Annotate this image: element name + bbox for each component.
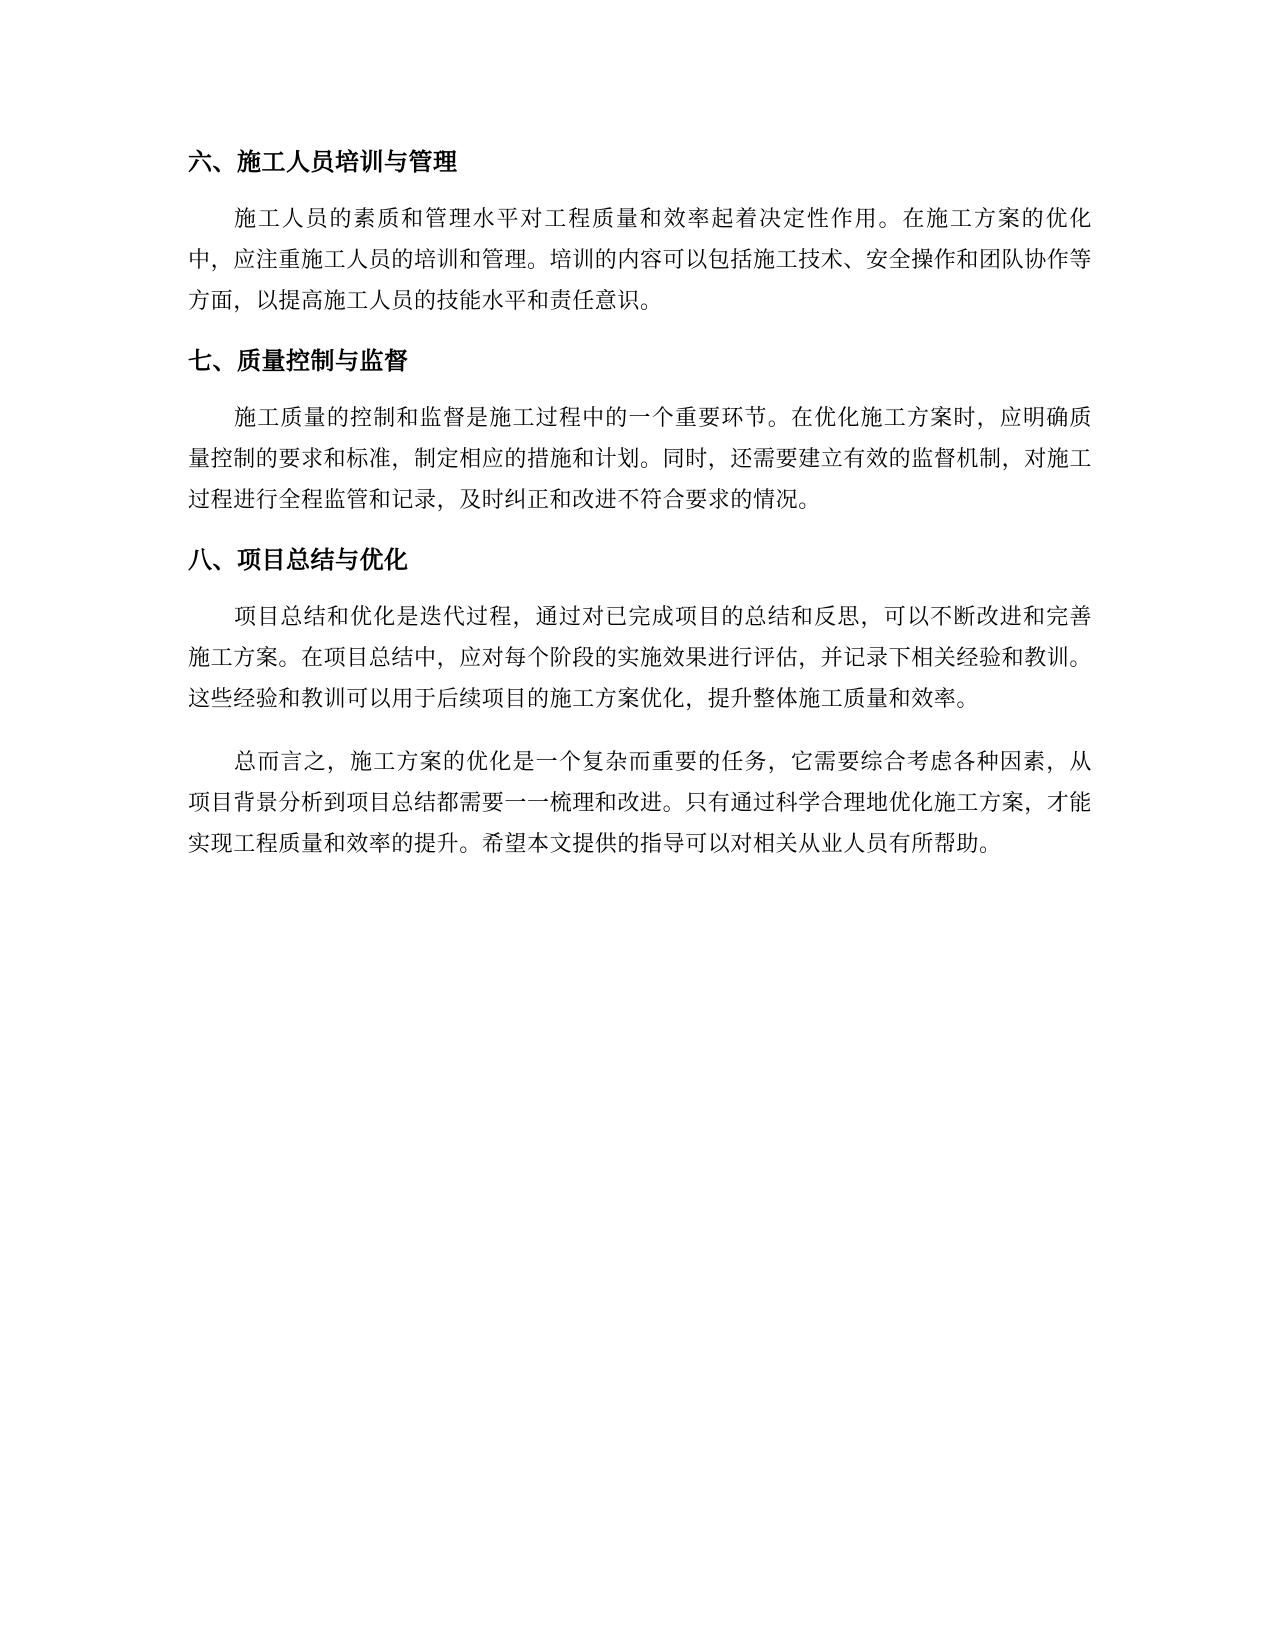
section-summary (188, 543, 1092, 865)
paragraph: 施工质量的控制和监督是施工过程中的一个重要环节。在优化施工方案时，应明确质量控制的要求和标准，制定相应的措施和计划。同时，还需要建立有效的监督机制，对施工过程进行全程监管和记录，及时纠正和改进不符合要求的情况。 (188, 406, 1093, 513)
paragraph: 总而言之，施工方案的优化是一个复杂而重要的任务，它需要综合考虑各种因素，从项目背景分析到项目总结都需要一一梳理和改进。只有通过科学合理地优化施工方案，才能实现工程质量和效率的提升。希望本文提供的指导可以对相关从业人员有所帮助。 (188, 750, 1093, 857)
document-body (188, 145, 1092, 887)
section-heading: 七、质量控制与监督 (188, 347, 409, 375)
section-quality-control (188, 344, 1092, 521)
paragraph: 项目总结和优化是迭代过程，通过对已完成项目的总结和反思，可以不断改进和完善施工方案。在项目总结中，应对每个阶段的实施效果进行评估，并记录下相关经验和教训。这些经验和教训可以用于后续项目的施工方案优化，提升整体施工质量和效率。 (188, 605, 1093, 712)
section-heading: 八、项目总结与优化 (188, 546, 409, 574)
section-training (188, 145, 1092, 322)
section-heading: 六、施工人员培训与管理 (188, 148, 458, 176)
paragraph: 施工人员的素质和管理水平对工程质量和效率起着决定性作用。在施工方案的优化中，应注重施工人员的培训和管理。培训的内容可以包括施工技术、安全操作和团队协作等方面，以提高施工人员的技能水平和责任意识。 (188, 207, 1093, 314)
